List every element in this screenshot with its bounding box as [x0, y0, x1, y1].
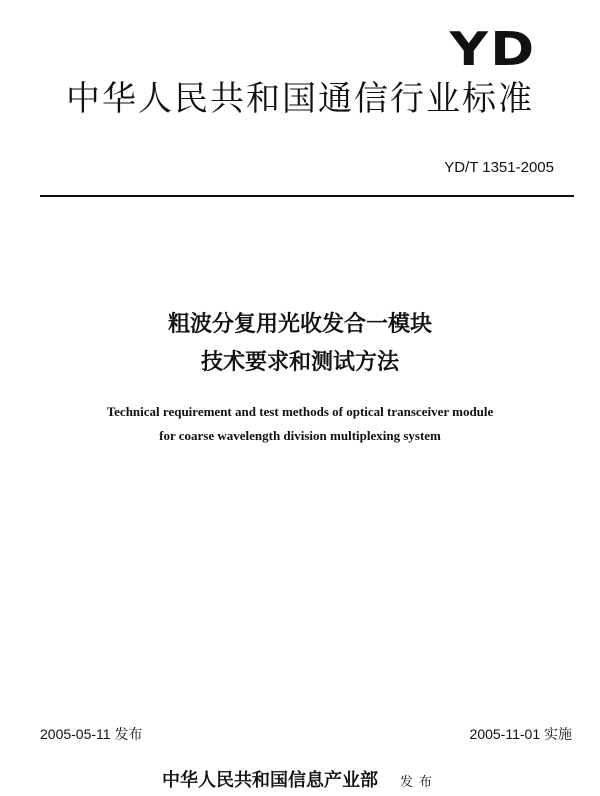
chinese-title-line-1: 粗波分复用光收发合一模块	[167, 312, 432, 337]
issue-date: 2005-05-11 发布	[40, 726, 143, 742]
english-title-line-2: for coarse wavelength division multiplexing system	[159, 428, 441, 443]
publisher-line	[0, 772, 600, 790]
publisher-action: 发布	[399, 775, 438, 790]
publisher-name: 中华人民共和国信息产业部	[161, 770, 378, 791]
standard-number: YD/T 1351-2005	[444, 159, 554, 176]
chinese-title-line-2: 技术要求和测试方法	[200, 350, 399, 375]
implementation-date: 2005-11-01 实施	[469, 726, 572, 742]
yd-logo: YD	[449, 22, 536, 76]
english-title-line-1: Technical requirement and test methods of optical transceiver module	[106, 404, 494, 419]
standard-category-title: 中华人民共和国通信行业标准	[66, 79, 534, 119]
header-divider	[40, 195, 574, 197]
